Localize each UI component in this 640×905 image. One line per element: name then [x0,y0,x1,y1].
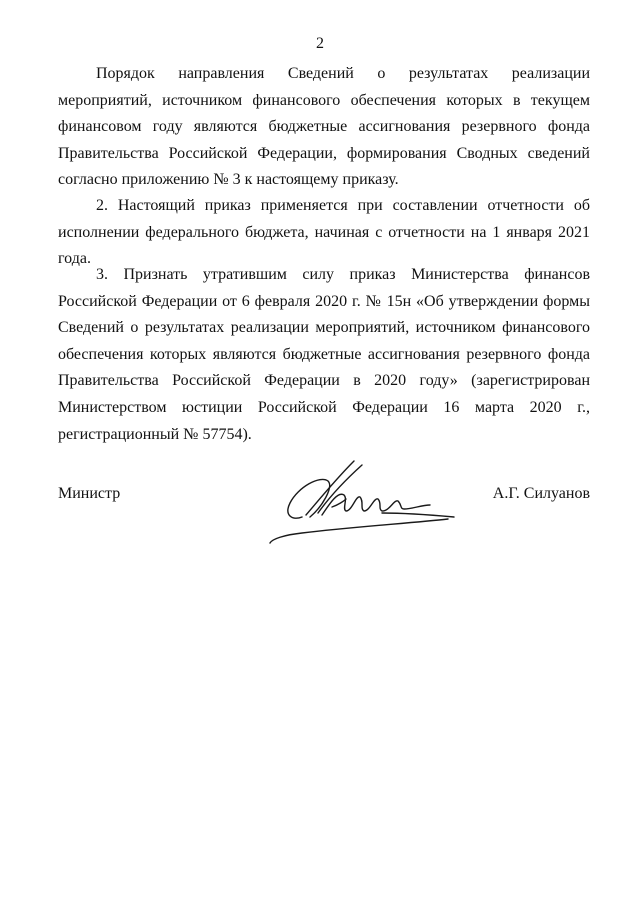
page-number: 2 [316,35,324,52]
handwritten-signature [262,455,462,550]
paragraph-text: 3. Признать утратившим силу приказ Министерства финансов Российской Федерации от 6 февраля 2020 г. № 15н «Об утверждении формы Сведений о результатах реализации мероприятий, источником финансового обеспечения которых являются бюджетные ассигнования резервного фонда Правительства Российской Федерации в 2020 году» (зарегистрирован Министерством юстиции Российской Федерации 16 марта 2020 г., регистрационный № 57754). [58,266,590,443]
paragraph-3 [58,262,590,448]
signatory-name: А.Г. Силуанов [492,485,590,502]
paragraph-text: 2. Настоящий приказ применяется при составлении отчетности об исполнении федерального бюджета, начиная с отчетности на 1 января 2021 года. [58,197,590,268]
signatory-title: Министр [58,485,121,502]
paragraph-procedure [58,61,590,194]
paragraph-2 [58,193,590,273]
paragraph-text: Порядок направления Сведений о результатах реализации мероприятий, источником финансового обеспечения которых в текущем финансовом году являются бюджетные ассигнования резервного фонда Правительства Российской Федерации, формирования Сводных сведений согласно приложению № 3 к настоящему приказу. [58,65,590,189]
